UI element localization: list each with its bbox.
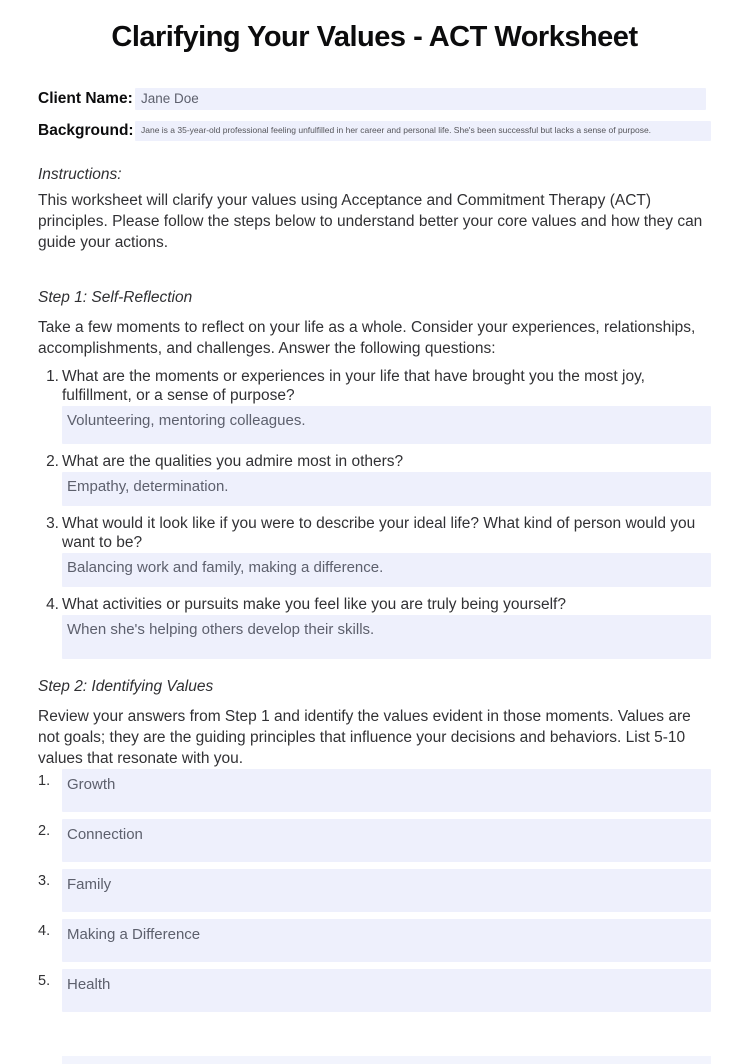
question-4 [42, 595, 711, 659]
instructions-heading: Instructions: [38, 166, 122, 183]
question-4-number: 4. [46, 596, 59, 613]
value-row-5 [38, 969, 711, 1012]
question-2-line [42, 452, 711, 471]
question-1-number: 1. [46, 368, 59, 385]
client-name-row [38, 88, 711, 110]
question-4-answer-field[interactable]: When she's helping others develop their skills. [62, 615, 711, 659]
background-row [38, 121, 711, 141]
question-2-answer-field[interactable]: Empathy, determination. [62, 472, 711, 506]
value-row-3 [38, 869, 711, 912]
value-row-1 [38, 769, 711, 812]
value-1-field[interactable]: Growth [62, 769, 711, 812]
question-3-number: 3. [46, 515, 59, 532]
step1-questions-list [38, 367, 711, 659]
question-4-text: What activities or pursuits make you feel like you are truly being yourself? [62, 596, 566, 613]
question-2-number: 2. [46, 453, 59, 470]
value-2-number: 2. [38, 823, 51, 839]
value-row-4 [38, 919, 711, 962]
step1-heading: Step 1: Self-Reflection [38, 289, 193, 306]
step1-intro: Take a few moments to reflect on your life as a whole. Consider your experiences, relationships, accomplishments, and challenges. Answer the following questions: [38, 319, 696, 357]
value-4-field[interactable]: Making a Difference [62, 919, 711, 962]
question-3-line [42, 514, 711, 552]
question-1-answer-field[interactable]: Volunteering, mentoring colleagues. [62, 406, 711, 444]
question-1-line [42, 367, 711, 405]
step2-intro: Review your answers from Step 1 and identify the values evident in those moments. Values are not goals; they are the guiding principles that influence your decisions and behaviors. List 5-10 values that resonate with you. [38, 708, 691, 767]
question-3-answer-field[interactable]: Balancing work and family, making a difference. [62, 553, 711, 587]
instructions-paragraph: This worksheet will clarify your values using Acceptance and Commitment Therapy (ACT) principles. Please follow the steps below to understand better your core values and how they can guide your actions. [38, 192, 703, 251]
value-5-field[interactable]: Health [62, 969, 711, 1012]
question-2 [42, 452, 711, 506]
client-info-section [38, 88, 711, 141]
step2-values-list [38, 769, 711, 1012]
question-2-text: What are the qualities you admire most in others? [62, 453, 404, 470]
value-2-field[interactable]: Connection [62, 819, 711, 862]
client-name-label: Client Name: [38, 90, 133, 107]
value-4-number: 4. [38, 923, 51, 939]
background-label: Background: [38, 122, 134, 139]
worksheet-title: Clarifying Your Values - ACT Worksheet [111, 21, 638, 53]
value-row-2 [38, 819, 711, 862]
question-1-text: What are the moments or experiences in your life that have brought you the most joy, fulfillment, or a sense of purpose? [62, 368, 645, 404]
question-3 [42, 514, 711, 587]
value-field-6-partial[interactable] [62, 1056, 711, 1064]
value-1-number: 1. [38, 773, 51, 789]
background-field[interactable]: Jane is a 35-year-old professional feeling unfulfilled in her career and personal life. She's been successful but lacks a sense of purpose. [135, 121, 711, 141]
question-3-text: What would it look like if you were to describe your ideal life? What kind of person would you want to be? [62, 515, 696, 551]
value-3-number: 3. [38, 873, 51, 889]
value-5-number: 5. [38, 973, 51, 989]
step2-heading: Step 2: Identifying Values [38, 678, 214, 695]
question-4-line [42, 595, 711, 614]
value-3-field[interactable]: Family [62, 869, 711, 912]
question-1 [42, 367, 711, 444]
client-name-field[interactable]: Jane Doe [135, 88, 706, 110]
